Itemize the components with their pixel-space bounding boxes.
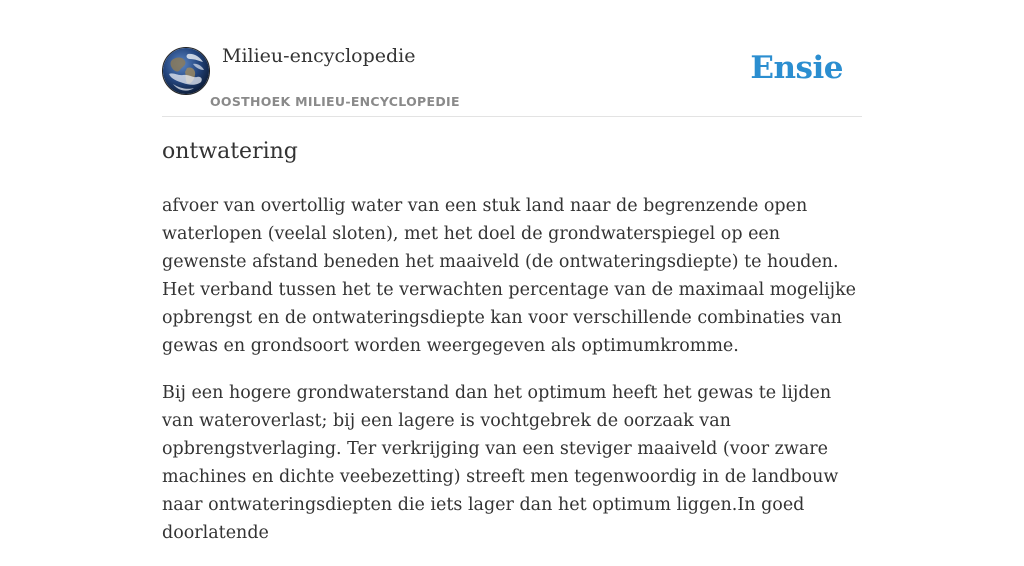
paragraph: afvoer van overtollig water van een stuk land naar de begrenzende open waterlopen (veelal sloten), met het doel de grondwaterspiegel op een gewenste afstand beneden het maaiveld (de ontwateringsdiepte) te houden. Het verband tussen het te verwachten percentage van de maximaal mogelijke opbrengst en de ontwateringsdiepte kan voor verschillende combinaties van gewas en grondsoort worden weergegeven als optimumkromme. — [162, 196, 857, 356]
site-subtitle[interactable]: OOSTHOEK MILIEU-ENCYCLOPEDIE — [210, 94, 460, 109]
page-title: ontwatering — [162, 139, 298, 164]
brand-logo[interactable]: Ensie — [750, 50, 843, 86]
article-body — [162, 192, 862, 566]
paragraph: Bij een hogere grondwaterstand dan het optimum heeft het gewas te lijden van wateroverlast; bij een lagere is vochtgebrek de oorzaak van opbrengstverlaging. Ter verkrijging van een steviger maaiveld (voor zware machines en dichte veebezetting) streeft men tegenwoordig in de landbouw naar ontwateringsdiepten die iets lager dan het optimum liggen.In goed doorlatende — [162, 383, 839, 543]
site-title[interactable]: Milieu-encyclopedie — [222, 45, 416, 67]
page — [162, 0, 862, 543]
site-header — [162, 0, 862, 117]
earth-globe-icon[interactable] — [162, 47, 210, 95]
